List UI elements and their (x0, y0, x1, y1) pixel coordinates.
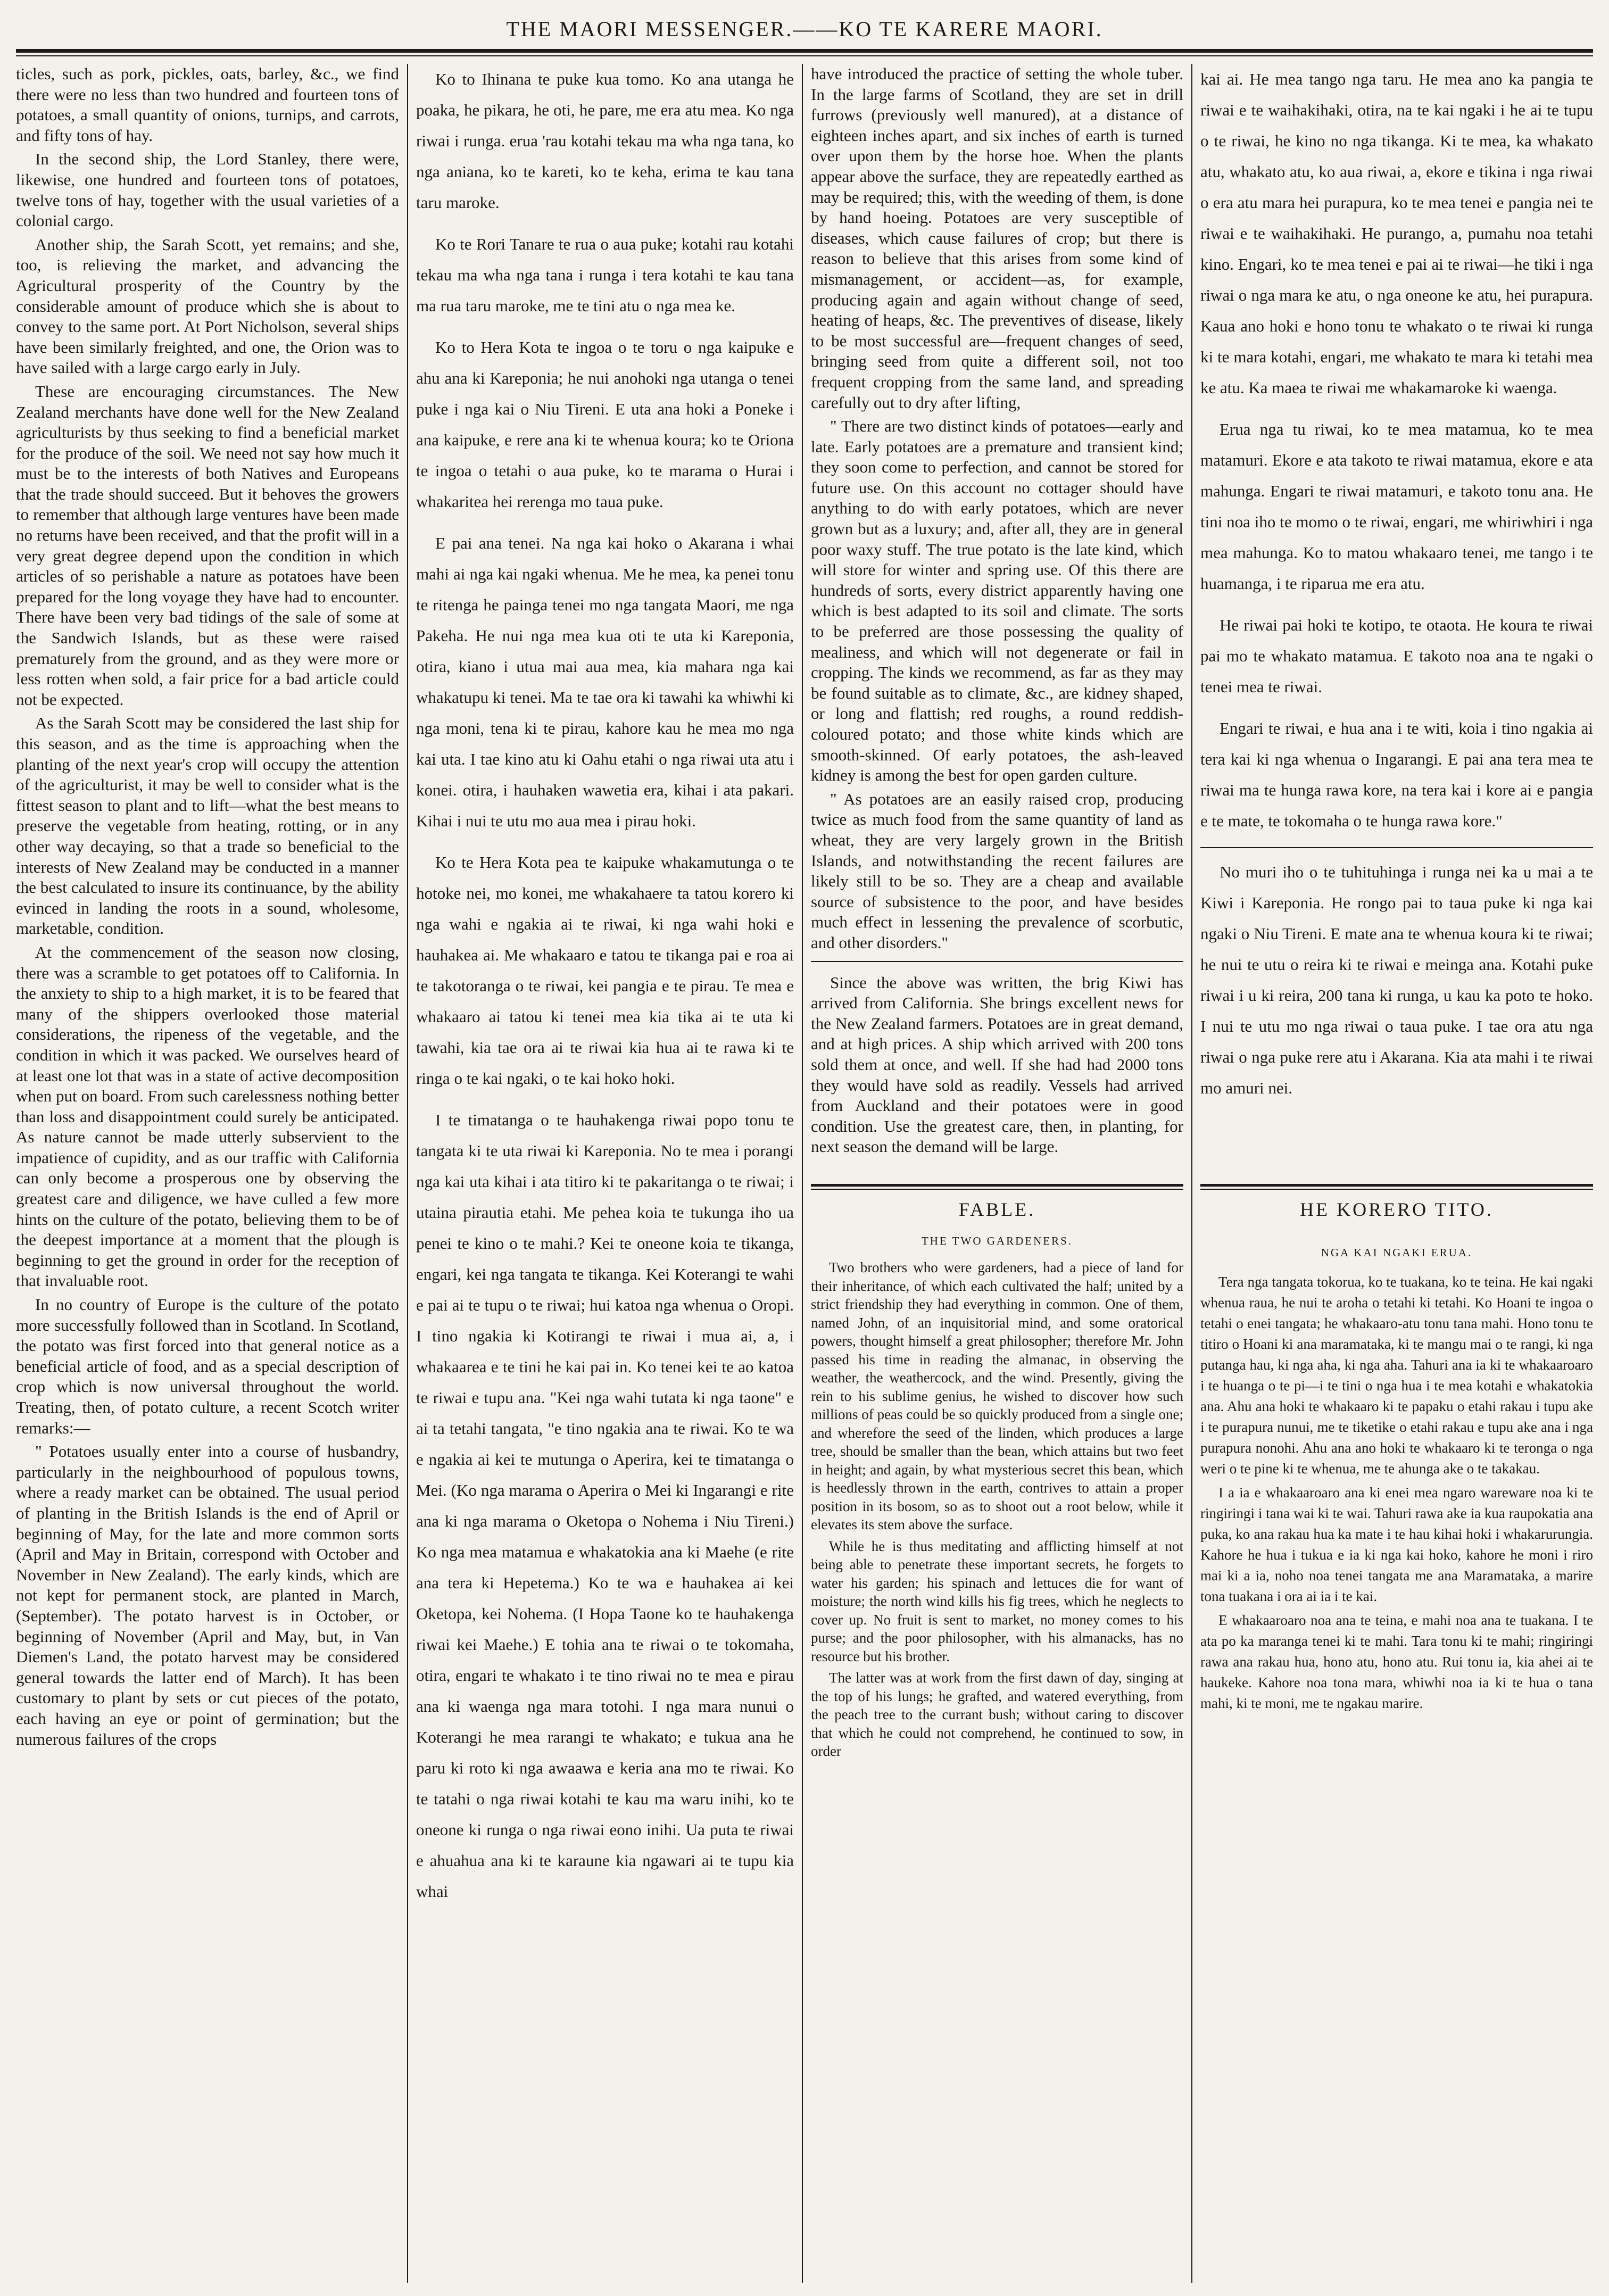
fable-text (811, 1258, 1183, 2285)
section-divider (811, 961, 1183, 965)
paragraph: Two brothers who were gardeners, had a piece of land for their inheritance, of which each cultivated the half; united by a strict friendship they had everything in common. One of them, named John, of an inquisitorial mind, and some oratorical powers, thought himself a great philosopher; therefore Mr. John passed his time in reading the almanac, in observing the weather, the weathercock, and the wind. Presently, giving the rein to his sublime genius, he wished to discover how such millions of peas could be so quickly produced from a single one; and wherefore the seed of the linden, which produces a large tree, should be smaller than the bean, which attains but two feet in height; and again, by what mysterious secret this bean, which is heedlessly thrown in the earth, contrives to attain a proper position in its bosom, so as to shoot out a root below, while it elevates its stem above the surface. (811, 1259, 1183, 1532)
section-rule (811, 1189, 1183, 1190)
paragraph: ticles, such as pork, pickles, oats, barley, &c., we find there were no less than two hundred and fourteen tons of potatoes, a small quantity of onions, turnips, and carrots, and fifty tons of hay. (16, 64, 399, 145)
paragraph: Ko to Hera Kota te ingoa o te toru o nga kaipuke e ahu ana ki Kareponia; he nui anohoki nga utanga o tenei puke i nga kai o Niu Tireni. E uta ana hoki a Poneke i ana kaipuke, e rere ana ki te whenua koura; ko te Oriona te ingoa o tetahi o aua puke, ko te marama o Hurai i whakaritea hei rerenga mo taua puke. (416, 338, 794, 511)
paragraph: E whakaaroaro noa ana te teina, e mahi noa ana te tuakana. I te ata po ka maranga tenei ki te mahi. Tara tonu ki te mahi; ringiringi rawa ana rakau hua, hono atu, hono atu. Rui tonu ia, kia ahei ai te haukeke. Kahore noa tona mara, whiwhi noa ia ki te hua o tana mahi, ki te moni, me te ngakau marire. (1200, 1612, 1593, 1711)
fable-subtitle: THE TWO GARDENERS. (921, 1234, 1073, 1247)
column-divider (407, 64, 408, 2283)
column-divider (1191, 64, 1192, 2283)
paragraph: E pai ana tenei. Na nga kai hoko o Akarana i whai mahi ai nga kai ngaki whenua. Me he mea, ka penei tonu te ritenga he painga tenei mo nga tangata Maori, me nga Pakeha. He nui nga mea kua oti te uta ki Kareponia, otira, kiano i utua mai aua mea, kia mahara nga kai whakatupu ki tenei. Ma te tae ora ki tawahi ka whiwhi ki nga moni, tena ki te pirau, kahore kau he mea mo nga kai uta. I tae kino atu ki Oahu etahi o nga riwai uta atu i konei. otira, i hauhaken wawetia era, kihai i ata pakari. Kihai i nui te utu mo aua mea i pirau hoki. (416, 534, 794, 830)
column-english-2 (811, 64, 1183, 1173)
paragraph: " Potatoes usually enter into a course of husbandry, particularly in the neighbourhood of populous towns, where a ready market can be obtained. The usual period of planting in the British Islands is the end of April or beginning of May, for the late and more common sorts (April and May in Britain, correspond with October and November in New Zealand). The early kinds, which are not kept for permanent stock, are planted in March, (September). The potato harvest is in October, or beginning of November (April and May, but, in Van Diemen's Land, the potato harvest may be considered general towards the latter end of March). It has been customary to plant by sets or cut pieces of the potato, each having an eye or point of germination; but the numerous failures of the crops (16, 1442, 399, 1748)
paragraph: In no country of Europe is the culture of the potato more successfully followed than in Scotland. In Scotland, the potato was first forced into that general notice as a beneficial article of food, and as a special description of crop which is now universal throughout the world. Treating, then, of potato culture, a recent Scotch writer remarks:— (16, 1295, 399, 1437)
paragraph: " There are two distinct kinds of potatoes—early and late. Early potatoes are a premature and transient kind; they soon come to perfection, and cannot be stored for future use. On this account no cottager should have anything to do with early potatoes, which are never grown but as a luxury; and, after all, they are in general poor waxy stuff. The true potato is the late kind, which will store for winter and spring use. Of this there are hundreds of sorts, every district apparently having one which is best adapted to its soil and climate. The sorts to be preferred are those possessing the quality of mealiness, and which will not degenerate or fail in cropping. The kinds we recommend, as far as they may be found suitable as to climate, &c., are kidney shaped, or long and flattish; red roughs, a round reddish-coloured potato; and those white kinds which are smooth-skinned. Of early potatoes, the ash-leaved kidney is among the best for open garden culture. (811, 417, 1183, 785)
paragraph: have introduced the practice of setting the whole tuber. In the large farms of Scotland, they are set in drill furrows (previously well manured), at a distance of eighteen inches apart, and six inches of earth is turned over upon them by the horse hoe. When the plants appear above the surface, they are repeatedly earthed as may be required; this, with the weeding of them, is done by hand hoeing. Potatoes are very susceptible of diseases, which cause failures of crop; but there is reason to believe that this arises from some kind of mismanagement, or accident—as, for example, producing again and again without change of seed, heating of heaps, &c. The preventives of disease, likely to be most successful are—frequent changes of seed, bringing seed from quite a different soil, not too frequent cropping from the same land, and spreading carefully out to dry after lifting, (811, 64, 1183, 412)
newspaper-page (16, 11, 1593, 2288)
paragraph: I te timatanga o te hauhakenga riwai popo tonu te tangata ki te uta riwai ki Kareponia. No te mea i porangi nga kai uta kihai i ata titiro ki te pakaritanga o te riwai; i utaina pirautia etahi. Me pehea koia te tukunga iho ua penei te kino o te mahi.? Kei te oneone koia te tikanga, engari, kei nga tangata te tikanga. Kei Koterangi te wahi e pai ai te tupu o te riwai; hui katoa nga whenua o Oropi. I tino ngakia ki Kotirangi te riwai i mua ai, a, i whakaarea e te tini he kai pai in. Ko tenei kei te ao katoa te riwai e tupu ana. "Kei nga wahi tutata ki nga taone" e ai ta tetahi tangata, "e tino ngakia ana te riwai. Ko te wa e ngakia ai kei te mutunga o Aperira, kei te timatanga o Mei. (Ko nga marama o Aperira o Mei ki Ingarangi e rite ana ki nga marama o Oketopa o Nohema i Niu Tireni.) Ko nga mea matamua e whakatokia ana ki Maehe (e rite ana tera ki Hepetema.) Ko te wa e hauhakea ai kei Oketopa, kei Nohema. (I Hopa Taone ko te hauhakenga riwai kei Maehe.) E tohia ana te riwai o te tokomaha, otira, engari te whakato i te tino riwai no te mea e pirau ana ki waenga nga mara totohi. I nga mara nunui o Koterangi he mea rarangi te whakato; e tukua ana he paru ki roto ki nga awaawa e keria ana mo te riwai. Ko te tatahi o nga riwai kotahi te kau ma waru inihi, ko te oneone ki runga o nga riwai eono inihi. Ua puta te riwai e ahuahua ana ki te karaune kia ngawari ai te tupu kia whai (416, 1110, 794, 1901)
column-english-1 (16, 64, 399, 2283)
paragraph: As the Sarah Scott may be considered the last ship for this season, and as the time is approaching when the planting of the next year's crop will occupy the attention of the agriculturist, it may be well to consider what is the fittest season to plant and to lift—what the best means to preserve the vegetable from heating, rotting, or in any other way decaying, so that a trade so beneficial to the interests of New Zealand may be conducted in a manner the best calculated to insure its continuance, by the ability evinced in landing the roots in a sound, wholesome, marketable, condition. (16, 714, 399, 938)
korero-text (1200, 1272, 1593, 2285)
korero-title: HE KORERO TITO. (1300, 1199, 1494, 1220)
paragraph: kai ai. He mea tango nga taru. He mea ano ka pangia te riwai e te waihakihaki, otira, na te kai ngaki i he ai te tupu o te riwai, he kino no nga tikanga. Ki te mea, ka whakato atu, whakato atu, ko aua riwai, a, ekore e tikina i nga riwai o era atu mara hei purapura, ko te mea tenei e pangia nei te riwai e te waihakihaki. He purango, a, pumahu noa tetahi kino. Engari, ko te mea tenei e pai ai te riwai—he tiki i nga riwai o nga mara ke atu, o nga oneone ke atu, hei purapura. Kaua ano hoki e hono tonu te whakato o te riwai ki runga ki te mara kotahi, engari, me whakato te mara ki tetahi mea ke atu. Ka maea te riwai me whakamaroke ki waenga. (1200, 70, 1593, 397)
section-rule (811, 1184, 1183, 1187)
column-maori-2 (1200, 64, 1593, 1173)
section-rule (1200, 1184, 1593, 1187)
masthead-rule-thin (16, 55, 1593, 56)
column-divider (802, 64, 803, 2283)
paragraph: In the second ship, the Lord Stanley, there were, likewise, one hundred and fourteen tons of potatoes, twelve tons of hay, together with the usual varieties of a colonial cargo. (16, 150, 399, 230)
paragraph: " As potatoes are an easily raised crop, producing twice as much food from the same quantity of land as wheat, they are very largely grown in the British Islands, and notwithstanding the recent failures are likely still to be so. They are a cheap and available source of subsistence to the poor, and have besides much effect in lessening the prevalence of scorbutic, and other disorders." (811, 789, 1183, 952)
paragraph: Erua nga tu riwai, ko te mea matamua, ko te mea matamuri. Ekore e ata takoto te riwai matamua, ekore e ata mahunga. Engari te riwai matamuri, e takoto tonu ana. He tini noa iho te momo o te riwai, engari, me whiriwhiri i nga mea mahunga. Ko to matou whakaaro tenei, me tango i te huamanga, i te riparua me era atu. (1200, 420, 1593, 593)
paragraph: No muri iho o te tuhituhinga i runga nei ka u mai a te Kiwi i Kareponia. He rongo pai to taua puke ki nga kai ngaki o Niu Tireni. E mate ana te whenua koura ki te riwai; he nui te utu o reira ki te riwai e meinga ana. Kotahi puke riwai i u ki reira, 200 tana ki runga, u kau ka poto te hoko. I nui te utu mo nga riwai o taua puke. I tae ora atu nga riwai o nga puke rere atu i Akarana. Kia ata mahi i te riwai mo amuri nei. (1200, 863, 1593, 1097)
fable-title: FABLE. (958, 1199, 1036, 1220)
paragraph: Another ship, the Sarah Scott, yet remains; and she, too, is relieving the market, and advancing the Agricultural prosperity of the Country by the considerable amount of produce which she is about to convey to the same port. At Port Nicholson, several ships have been similarly freighted, and one, the Orion was to have sailed with a large cargo early in July. (16, 235, 399, 377)
paragraph: He riwai pai hoki te kotipo, te otaota. He koura te riwai pai mo te whakato matamua. E takoto noa ana te ngaki o tenei mea te riwai. (1200, 616, 1593, 696)
paragraph: Engari te riwai, e hua ana i te witi, koia i tino ngakia ai tera kai ki nga whenua o Ingarangi. E pai ana tera mea te riwai ma te hunga rawa kore, na tera kai i kore ai e pangia e te mate, te tokomaha o te hunga rawa kore." (1200, 719, 1593, 830)
section-divider (1200, 847, 1593, 851)
paragraph: Tera nga tangata tokorua, ko te tuakana, ko te teina. He kai ngaki whenua raua, he nui te aroha o tetahi ki tetahi. Ko Hoani te ingoa o tetahi o enei tangata; he whakaaro-atu tonu tana mahi. Hono tonu te titiro o Hoani ki ana maramataka, ki te mangu mai o te rangi, ki nga putanga hau, ki nga aha, ki nga aha. Tahuri ana ia ki te whakaaroaro i te huanga o te pi—i te tini o nga hua i te mea kotahi e whakatokia ana. Ahu ana hoki te whakaaro ki te papaku o etahi rakau i tupu ake i te purapura nunui, me te tiketike o etahi rakau e tupu ake ana i nga purapura nonohi. Ahu ana ano hoki te whakaaro ki te teronga o nga weri o te pine ki te whenua, me te ahunga ake o te takakau. (1200, 1274, 1593, 1477)
paragraph: Ko to Ihinana te puke kua tomo. Ko ana utanga he poaka, he pikara, he oti, he pare, me era atu mea. Ko nga riwai i runga. erua 'rau kotahi tekau ma wha nga tana, ko nga aniana, ko te kareti, ko te keha, erima te kau tana taru maroke. (416, 70, 794, 212)
paragraph: I a ia e whakaaroaro ana ki enei mea ngaro wareware noa ki te ringiringi i tana wai ki te wai. Tahuri rawa ake ia kua raupokatia ana puka, ko ana rakau hua ka mate i te hau kihai hoki i whakarurungia. Kahore he hua i tukua e ia ki nga kai hoko, kahore he moni i riro mai ki a ia, noho noa tenei tangata me ana Maramataka, a marire tona tuakana i ora ai ia i te kai. (1200, 1485, 1593, 1604)
paragraph: Ko te Rori Tanare te rua o aua puke; kotahi rau kotahi tekau ma wha nga tana i runga i tera kotahi te kau tana ma rua taru maroke, me te tini atu o nga mea ke. (416, 235, 794, 315)
paragraph: At the commencement of the season now closing, there was a scramble to get potatoes off to California. In the anxiety to ship to a high market, it is to be feared that many of the shippers overlooked those material considerations, the ripeness of the vegetable, and the condition in which it was packed. We ourselves heard of at least one lot that was in a state of active decomposition when put on board. From such carelessness nothing better than loss and disappointment could surely be anticipated. As nature cannot be made utterly subservient to the impatience of cupidity, and as our traffic with California can only become a prosperous one by observing the greatest care and diligence, we have culled a few more hints on the culture of the potato, believing them to be of the deepest importance at a moment that the plough is beginning to get the ground in order for the reception of that invaluable root. (16, 942, 399, 1290)
paragraph: These are encouraging circumstances. The New Zealand merchants have done well for the New Zealand agriculturists by thus seeking to find a beneficial market for the produce of the soil. We need not say how much it must be to the interests of both Natives and Europeans that the trade should succeed. But it behoves the growers to remember that although large ventures have been made no returns have been received, and that the profit will in a very great degree depend upon the condition in which articles of so perishable a nature as potatoes have been prepared for the long voyage they have had to encounter. There have been very bad tidings of the sale of some at the Sandwich Islands, but as these were raised prematurely from the ground, and as they were more or less rotten when sold, a fair price for a bad article could not be expected. (16, 382, 399, 709)
paragraph: Since the above was written, the brig Kiwi has arrived from California. She brings excellent news for the New Zealand farmers. Potatoes are in great demand, and at high prices. A ship which arrived with 200 tons sold them at once, and well. If she had had 2000 tons they would have sold as readily. Vessels had arrived from Auckland and their potatoes were in good condition. Use the greatest care, then, in planting, for next season the demand will be large. (811, 973, 1183, 1156)
paragraph: Ko te Hera Kota pea te kaipuke whakamutunga o te hotoke nei, mo konei, me whakahaere ta tatou korero ki nga wahi e ngakia ai te riwai, ki nga wahi hoki e hauhakea ai. Me whakaaro e tatou te tikanga pai e roa ai te takotoranga o te riwai, kei pangia e te pirau. Te mea e whakaaro ai tatou ki tenei mea kia tika ai te uta ki tawahi, kia tae ora ai te riwai kia hua ai te rawa ki te ringa o te kai ngaki, o te kai hoko hoki. (416, 853, 794, 1088)
section-rule (1200, 1189, 1593, 1190)
korero-subtitle: NGA KAI NGAKI ERUA. (1321, 1246, 1473, 1259)
masthead-rule (16, 49, 1593, 53)
masthead: THE MAORI MESSENGER.——KO TE KARERE MAORI. (506, 17, 1103, 41)
paragraph: While he is thus meditating and afflicting himself at not being able to penetrate these important secrets, he forgets to water his garden; his spinach and lettuces die for want of moisture; the north wind kills his fig trees, which he neglects to cover up. No fruit is sent to market, no money comes to his purse; and the poor philosopher, with his almanacks, has no resource but his brother. (811, 1538, 1183, 1664)
column-maori-1 (416, 64, 794, 2283)
paragraph: The latter was at work from the first dawn of day, singing at the top of his lungs; he grafted, and watered everything, from the peach tree to the currant bush; without caring to discover that which he could not comprehend, he continued to sow, in order (811, 1670, 1183, 1759)
